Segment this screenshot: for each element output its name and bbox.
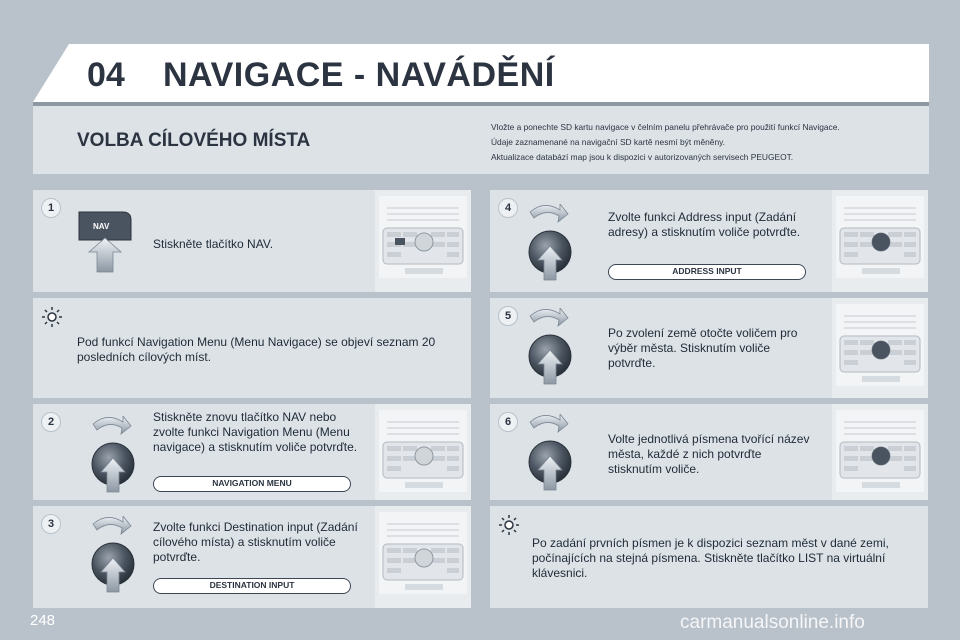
menu-option-pill: ADDRESS INPUT bbox=[608, 264, 806, 280]
step-number: 1 bbox=[41, 198, 61, 218]
selector-knob-illustration bbox=[89, 416, 139, 496]
step-1-panel bbox=[33, 190, 471, 292]
step-text: Stiskněte znovu tlačítko NAV nebo zvolte funkci Navigation Menu (Menu navigace) a stisknutím voliče potvrďte. bbox=[153, 410, 358, 454]
step-number: 6 bbox=[498, 412, 518, 432]
radio-panel-illustration bbox=[375, 190, 471, 292]
step-text: Zvolte funkci Address input (Zadání adresy) a stisknutím voliče potvrďte. bbox=[608, 210, 801, 239]
tip-text: Pod funkcí Navigation Menu (Menu Navigace) se objeví seznam 20 posledních cílových míst. bbox=[77, 335, 436, 364]
section-title: VOLBA CÍLOVÉHO MÍSTA bbox=[77, 130, 311, 151]
tip-2-panel bbox=[490, 506, 928, 608]
intro-line: Vložte a ponechte SD kartu navigace v čelním panelu přehrávače pro použití funkcí Navigace. bbox=[491, 122, 840, 132]
lightbulb-icon bbox=[41, 306, 63, 328]
radio-panel-illustration bbox=[832, 298, 928, 398]
menu-option-pill: NAVIGATION MENU bbox=[153, 476, 351, 492]
step-number: 4 bbox=[498, 198, 518, 218]
step-number: 2 bbox=[41, 412, 61, 432]
page-number: 248 bbox=[30, 612, 56, 629]
tip-text: Po zadání prvních písmen je k dispozici seznam měst v dané zemi, počínajících na stejná písmena. Stiskněte tlačítko LIST na virtuální klávesnici. bbox=[532, 536, 889, 580]
step-text: Zvolte funkci Destination input (Zadání cílového místa) a stisknutím voliče potvrďte. bbox=[153, 520, 358, 564]
selector-knob-illustration bbox=[526, 414, 576, 494]
menu-option-pill: DESTINATION INPUT bbox=[153, 578, 351, 594]
watermark: carmanualsonline.info bbox=[680, 612, 865, 633]
step-3-panel bbox=[33, 506, 471, 608]
intro-line: Aktualizace databází map jsou k dispozici v autorizovaných servisech PEUGEOT. bbox=[491, 152, 794, 162]
radio-panel-illustration bbox=[375, 506, 471, 608]
step-number: 5 bbox=[498, 306, 518, 326]
intro-text bbox=[491, 120, 921, 165]
selector-knob-illustration bbox=[526, 308, 576, 388]
intro-line: Údaje zaznamenané na navigační SD kartě nesmí být měněny. bbox=[491, 137, 726, 147]
chapter-number: 04 bbox=[87, 56, 125, 94]
radio-panel-illustration bbox=[832, 404, 928, 500]
nav-button-illustration bbox=[75, 210, 135, 274]
chapter-title: NAVIGACE - NAVÁDĚNÍ bbox=[163, 56, 555, 94]
radio-panel-illustration bbox=[832, 190, 928, 292]
selector-knob-illustration bbox=[526, 204, 576, 284]
selector-knob-illustration bbox=[89, 516, 139, 596]
chapter-header bbox=[33, 44, 929, 102]
nav-button-label: NAV bbox=[93, 222, 110, 231]
step-number: 3 bbox=[41, 514, 61, 534]
lightbulb-icon bbox=[498, 514, 520, 536]
tip-1-panel bbox=[33, 298, 471, 398]
step-6-panel bbox=[490, 404, 928, 500]
radio-panel-illustration bbox=[375, 404, 471, 500]
step-4-panel bbox=[490, 190, 928, 292]
step-text: Stiskněte tlačítko NAV. bbox=[153, 237, 274, 251]
step-text: Volte jednotlivá písmena tvořící název města, každé z nich potvrďte stisknutím voliče. bbox=[608, 432, 810, 476]
intro-panel bbox=[33, 106, 929, 174]
step-5-panel bbox=[490, 298, 928, 398]
step-2-panel bbox=[33, 404, 471, 500]
step-text: Po zvolení země otočte voličem pro výběr města. Stisknutím voliče potvrďte. bbox=[608, 326, 798, 370]
